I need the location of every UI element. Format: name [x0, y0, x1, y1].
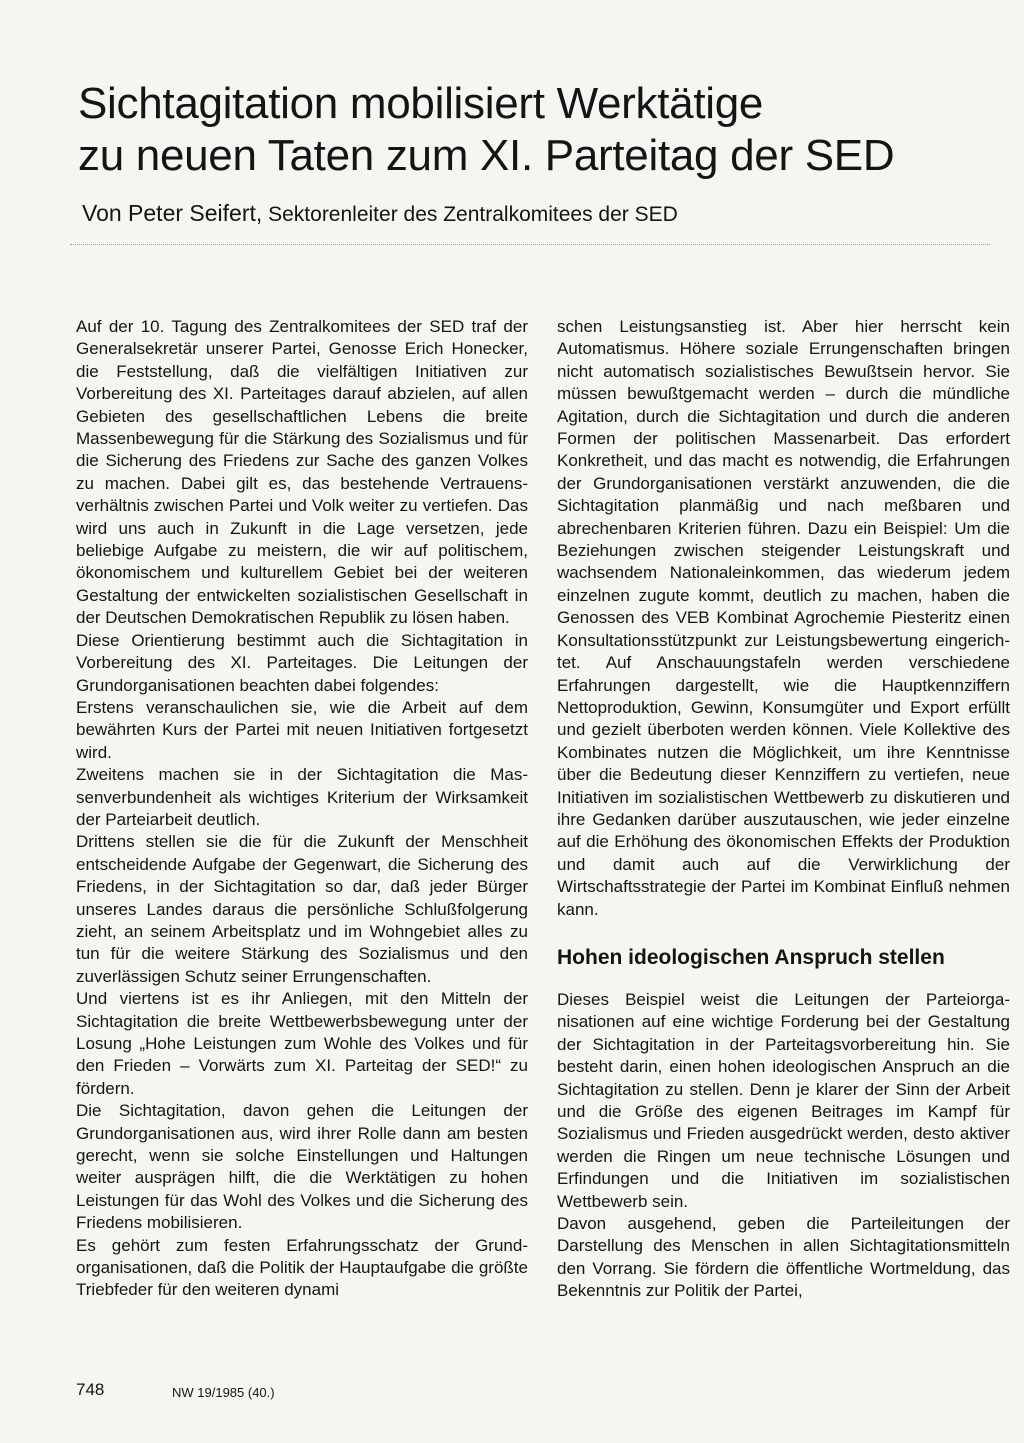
paragraph: Es gehört zum festen Erfahrungsschatz der Grundorganisationen, daß die Politik der Hauptaufgabe die größte Triebfeder für den weiteren dynami [76, 1235, 528, 1300]
page-number: 748 [76, 1380, 105, 1399]
paragraph: Auf der 10. Tagung des Zentralkomitees der SED traf der Generalsekretär unserer Partei, Genosse Erich Honecker, die Feststellung, daß die vielfältigen Initiativen zur Vorbereitung des XI. Parteitages darauf abzielen, auf allen Gebieten des gesellschaftlichen Lebens die breite Massenbewegung für die Stärkung des Sozialismus und für die Sicherung des Friedens zur Sache des ganzen Volkes zu machen. Dabei gilt es, das bestehende Vertrauensverhältnis zwischen Partei und Volk weiter zu vertiefen. Das wird uns auch in Zukunft in die Lage versetzen, jede beliebige Aufgabe zu meistern, die wir auf politischem, ökonomischem und kulturellem Gebiet bei der weiteren Gestaltung der entwickelten sozialistischen Gesellschaft in der Deutschen Demokratischen Republik zu lösen haben. [76, 317, 528, 628]
article-headline [78, 78, 978, 182]
left-column [76, 316, 528, 1302]
paragraph: Die Sichtagitation, davon gehen die Leitungen der Grundorganisationen aus, wird ihrer Rolle dann am besten gerecht, wenn sie solche Einstellungen und Haltungen weiter ausprägen hilft, die die Werktätigen zu hohen Leistungen für das Wohl des Volkes und die Sicherung des Friedens mobilisieren. [76, 1101, 528, 1233]
paragraph: Diese Orientierung bestimmt auch die Sichtagitation in Vorbereitung des XI. Parteitages. Die Leitungen der Grundorganisationen beachten dabei folgendes: [76, 630, 528, 695]
paragraph: Erstens veranschaulichen sie, wie die Arbeit auf dem bewährten Kurs der Partei mit neuen Initiativen fortgesetzt wird. [76, 697, 528, 762]
paragraph: Davon ausgehend, geben die Parteileitungen der Darstellung des Menschen in allen Sichtagitationsmitteln den Vorrang. Sie fördern die öffentliche Wortmeldung, das Bekenntnis zur Politik der Partei, [557, 1214, 1010, 1301]
paragraph: Zweitens machen sie in der Sichtagitation die Massenverbundenheit als wichtiges Kriterium der Wirksamkeit der Parteiarbeit deutlich. [76, 765, 528, 829]
right-column [557, 316, 1010, 1303]
byline-author: Von Peter Seifert, [82, 200, 263, 226]
paragraph: Drittens stellen sie die für die Zukunft der Menschheit entscheidende Aufgabe der Gegenwart, die Sicherung des Friedens, in der Sichtagitation so dar, daß jeder Bürger unseres Landes daraus die persönliche Schlußfolgerung zieht, an seinem Arbeitsplatz und im Wohngebiet alles zu tun für die weitere Stärkung des Sozialismus und den zuverlässigen Schutz seiner Errungenschaften. [76, 832, 528, 986]
paragraph: schen Leistungsanstieg ist. Aber hier herrscht kein Automatismus. Höhere soziale Errungenschaften bringen nicht automatisch sozialistisches Bewußtsein hervor. Sie müssen bewußtgemacht werden – durch die mündliche Agitation, durch die Sichtagitation und durch die anderen Formen der politischen Massenarbeit. Das erfordert Konkretheit, und das macht es notwendig, die Erfahrungen der Grundorganisationen verstärkt anzuwenden, die die Sichtagitation planmäßig und nach meßbaren und abrechenbaren Kriterien führen. Dazu ein Beispiel: Um die Beziehungen zwischen steigender Leistungskraft und wachsendem Nationaleinkommen, das wiederum jedem einzelnen zugute kommt, deutlich zu machen, haben die Genossen des VEB Kombinat Agrochemie Piesteritz einen Konsultationsstützpunkt zur Leistungsbewertung eingerichtet. Auf Anschauungstafeln werden verschiedene Erfahrungen dargestellt, wie die Hauptkennziffern Nettoproduktion, Gewinn, Konsumgüter und Export erfüllt und gezielt überboten werden können. Viele Kollektive des Kombinates nutzen die Möglichkeit, um ihre Kenntnisse über die Bedeutung dieser Kennziffern zu vertiefen, neue Initiativen im sozialistischen Wettbewerb zu diskutieren und ihre Gedanken darüber auszutauschen, wie jeder einzelne auf die Erhöhung des ökonomischen Effekts der Produktion und damit auch auf die Verwirklichung der Wirtschaftsstrategie der Partei im Kombinat Einfluß nehmen kann. [557, 317, 1010, 919]
byline [82, 200, 982, 228]
headline-line-2: zu neuen Taten zum XI. Parteitag der SED [78, 131, 895, 180]
header-divider [70, 244, 990, 245]
headline-line-1: Sichtagitation mobilisiert Werktätige [78, 79, 764, 128]
paragraph: Dieses Beispiel weist die Leitungen der Parteiorganisationen auf eine wichtige Forderung bei der Gestaltung der Sichtagitation in der Parteitagsvorbereitung hin. Sie besteht darin, einen hohen ideologischen Anspruch an die Sichtagitation zu stellen. Denn je klarer der Sinn der Arbeit und die Größe des eigenen Beitrages im Kampf für Sozialismus und Frieden ausgedrückt werden, desto aktiver werden die Ringen um neue technische Lösungen und Erfindungen und die Initiativen im sozialistischen Wettbewerb sein. [557, 989, 1010, 1211]
byline-role: Sektorenleiter des Zentralkomitees der SED [262, 203, 678, 226]
issue-reference: NW 19/1985 (40.) [172, 1385, 275, 1400]
paragraph: Und viertens ist es ihr Anliegen, mit den Mitteln der Sichtagitation die breite Wettbewerbsbewegung unter der Losung „Hohe Leistungen zum Wohle des Volkes und für den Frieden – Vorwärts zum XI. Parteitag der SED!“ zu fördern. [76, 989, 528, 1098]
section-subheading: Hohen ideologischen Anspruch stellen [557, 945, 945, 969]
